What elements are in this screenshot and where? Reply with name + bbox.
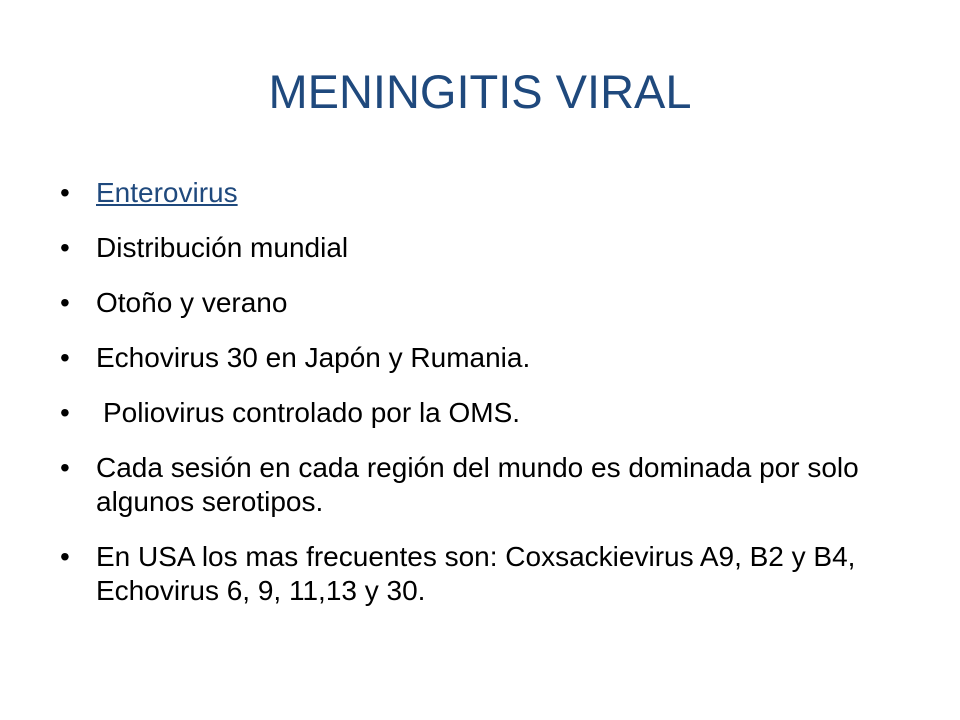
bullet-dot: • bbox=[60, 397, 70, 428]
bullet-text: En USA los mas frecuentes son: Coxsackievirus A9, B2 y B4, Echovirus 6, 9, 11,13 y 30. bbox=[96, 541, 856, 606]
bullet-dot: • bbox=[60, 287, 70, 318]
bullet-item-otono bbox=[60, 286, 920, 320]
bullet-dot: • bbox=[60, 232, 70, 263]
bullet-list bbox=[60, 176, 920, 629]
slide-title: MENINGITIS VIRAL bbox=[268, 65, 692, 118]
bullet-item-distribucion bbox=[60, 231, 920, 265]
bullet-dot: • bbox=[60, 177, 70, 208]
bullet-item-poliovirus bbox=[60, 396, 920, 430]
bullet-text: Echovirus 30 en Japón y Rumania. bbox=[96, 342, 531, 373]
bullet-dot: • bbox=[60, 452, 70, 483]
bullet-dot: • bbox=[60, 541, 70, 572]
bullet-dot: • bbox=[60, 342, 70, 373]
bullet-text: Cada sesión en cada región del mundo es dominada por solo algunos serotipos. bbox=[96, 452, 859, 517]
bullet-item-usa bbox=[60, 540, 920, 608]
bullet-item-enterovirus bbox=[60, 176, 920, 210]
bullet-text: Distribución mundial bbox=[96, 232, 349, 263]
enterovirus-link[interactable]: Enterovirus bbox=[96, 177, 238, 208]
bullet-text: Otoño y verano bbox=[96, 287, 288, 318]
bullet-item-echovirus bbox=[60, 341, 920, 375]
bullet-item-cada-sesion bbox=[60, 451, 920, 519]
bullet-text: Poliovirus controlado por la OMS. bbox=[103, 397, 521, 428]
